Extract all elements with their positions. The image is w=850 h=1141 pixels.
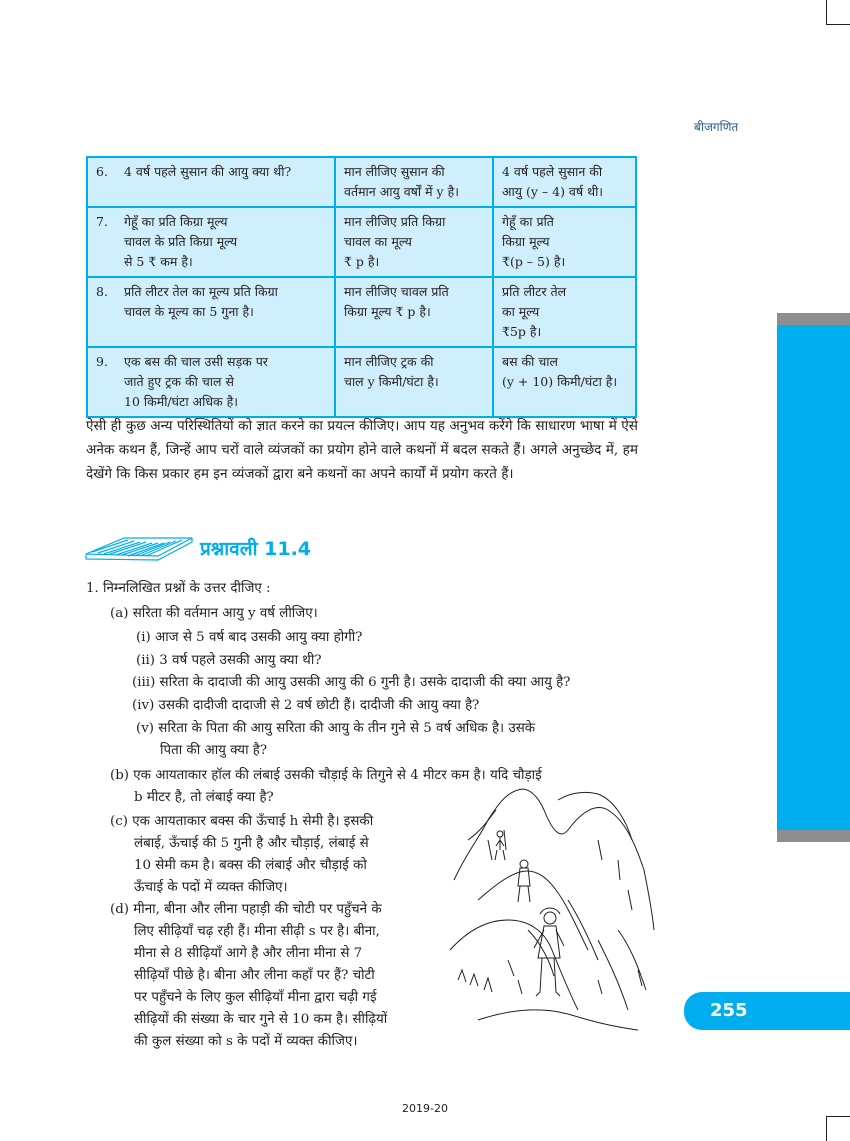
table-row (87, 347, 636, 417)
question-1d-line: पर पहुँचने के लिए कुल सीढ़ियाँ मीना द्वारा चढ़ी गई (134, 990, 377, 1005)
question-1a-v-cont: पिता की आयु क्या है? (160, 743, 268, 758)
table-cell: बस की चाल (y + 10) किमी/घंटा है। (493, 347, 636, 417)
question-1d: (d) मीना, बीना और लीना पहाड़ी की चोटी पर पहुँचने के (110, 902, 382, 917)
sidebar-gray-bar-top (777, 313, 850, 325)
table-row (87, 157, 636, 207)
exercise-title: प्रश्नावली 11.4 (200, 538, 312, 560)
sidebar-blue-tab (777, 325, 850, 830)
table-cell: मान लीजिए प्रति किग्रा चावल का मूल्य ₹ p है। (335, 207, 493, 277)
table-cell: 6. 4 वर्ष पहले सुसान की आयु क्या थी? (87, 157, 335, 207)
question-1d-line: मीना से 8 सीढ़ियाँ आगे है और लीना मीना से 7 (134, 946, 363, 961)
table-cell: प्रति लीटर तेल का मूल्य ₹5p है। (493, 277, 636, 347)
crop-mark-top (826, 0, 850, 25)
table-cell: 8. प्रति लीटर तेल का मूल्य प्रति किग्रा चावल के मूल्य का 5 गुना है। (87, 277, 335, 347)
question-1a-iii: (iii) सरिता के दादाजी की आयु उसकी आयु की 6 गुनी है। उसके दादाजी की क्या आयु है? (132, 675, 571, 690)
open-book-icon (84, 532, 196, 562)
table-cell: मान लीजिए चावल प्रति किग्रा मूल्य ₹ p है। (335, 277, 493, 347)
sidebar-gray-bar-bottom (777, 830, 850, 842)
question-1a: (a) सरिता की वर्तमान आयु y वर्ष लीजिए। (110, 606, 318, 621)
question-1a-i: (i) आज से 5 वर्ष बाद उसकी आयु क्या होगी? (136, 630, 363, 645)
question-1c: (c) एक आयताकार बक्स की ऊँचाई h सेमी है। इसकी (110, 814, 374, 829)
table-cell: मान लीजिए ट्रक की चाल y किमी/घंटा है। (335, 347, 493, 417)
table-cell: 7. गेहूँ का प्रति किग्रा मूल्य चावल के प्रति किग्रा मूल्य से 5 ₹ कम है। (87, 207, 335, 277)
question-1c-line: ऊँचाई के पदों में व्यक्त कीजिए। (134, 880, 288, 895)
question-1a-ii: (ii) 3 वर्ष पहले उसकी आयु क्या थी? (136, 653, 322, 668)
question-1c-line: लंबाई, ऊँचाई की 5 गुनी है और चौड़ाई, लंबाई से (134, 836, 369, 851)
chapter-header: बीजगणित (694, 120, 739, 134)
question-1a-v: (v) सरिता के पिता की आयु सरिता की आयु के तीन गुने से 5 वर्ष अधिक है। उसके (136, 721, 536, 736)
question-1a-iv: (iv) उसकी दादीजी दादाजी से 2 वर्ष छोटी हैं। दादीजी की आयु क्या है? (132, 698, 480, 713)
body-paragraph: ऐसी ही कुछ अन्य परिस्थितियों को ज्ञात करने का प्रयत्न कीजिए। आप यह अनुभव करेंगे कि साधारण भाषा में ऐसे अनेक कथन हैं, जिन्हें आप चरों वाले व्यंजकों का प्रयोग होने वाले कथनों में बदल सकते हैं। अगले अनुच्छेद में, हम देखेंगे कि किस प्रकार हम इन व्यंजकों द्वारा बने कथनों का अपने कार्यों में प्रयोग करते हैं। (86, 418, 638, 482)
expression-table (86, 156, 637, 418)
question-1c-line: 10 सेमी कम है। बक्स की लंबाई और चौड़ाई को (134, 858, 367, 873)
question-1: 1. निम्नलिखित प्रश्नों के उत्तर दीजिए : (86, 581, 271, 596)
crop-mark-bottom (826, 1116, 850, 1141)
table-cell: गेहूँ का प्रति किग्रा मूल्य ₹(p – 5) है। (493, 207, 636, 277)
question-1d-line: लिए सीढ़ियाँ चढ़ रही हैं। मीना सीढ़ी s पर है। बीना, (134, 924, 380, 939)
question-1b: (b) एक आयताकार हॉल की लंबाई उसकी चौड़ाई के तिगुने से 4 मीटर कम है। यदि चौड़ाई (110, 768, 542, 783)
table-row (87, 207, 636, 277)
table-row (87, 277, 636, 347)
page-number-badge (684, 992, 850, 1030)
question-1b-cont: b मीटर है, तो लंबाई क्या है? (134, 790, 274, 805)
mountain-climbers-illustration (448, 780, 658, 1035)
table-cell: मान लीजिए सुसान की वर्तमान आयु वर्षों में y है। (335, 157, 493, 207)
table-cell: 9. एक बस की चाल उसी सड़क पर जाते हुए ट्रक की चाल से 10 किमी/घंटा अधिक है। (87, 347, 335, 417)
question-1d-line: की कुल संख्या को s के पदों में व्यक्त कीजिए। (134, 1034, 358, 1049)
table-cell: 4 वर्ष पहले सुसान की आयु (y – 4) वर्ष थी। (493, 157, 636, 207)
footer-year: 2019-20 (402, 1102, 448, 1115)
page-number: 255 (710, 1000, 748, 1021)
question-1d-line: सीढ़ियों की संख्या के चार गुने से 10 कम है। सीढ़ियों (134, 1012, 388, 1027)
question-1d-line: सीढ़ियाँ पीछे है। बीना और लीना कहाँ पर हैं? चोटी (134, 968, 375, 983)
